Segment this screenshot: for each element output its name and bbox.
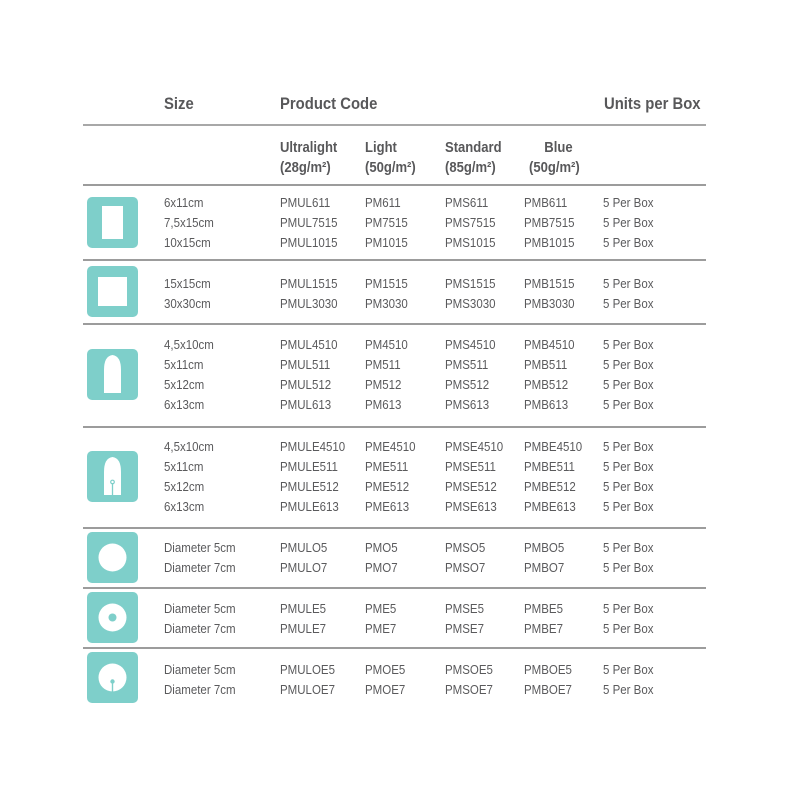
size-cell: 5x11cm (164, 460, 204, 474)
table-row (0, 663, 800, 683)
blue-code-cell: PMBO5 (524, 541, 565, 555)
size-cell: 5x12cm (164, 378, 205, 392)
subheader-ultralight-name: Ultralight (280, 140, 338, 156)
blue-code-cell: PMBE511 (524, 460, 575, 474)
blue-code-cell: PMBE512 (524, 480, 576, 494)
ultralight-code-cell: PMUL511 (280, 358, 331, 372)
size-cell: 4,5x10cm (164, 440, 214, 454)
standard-code-cell: PMS1015 (445, 236, 496, 250)
standard-code-cell: PMSE5 (445, 602, 484, 616)
light-code-cell: PM4510 (365, 338, 408, 352)
standard-code-cell: PMSE511 (445, 460, 496, 474)
light-code-cell: PME5 (365, 602, 397, 616)
size-cell: Diameter 7cm (164, 683, 236, 697)
table-row (0, 460, 800, 480)
blue-code-cell: PMB4510 (524, 338, 575, 352)
standard-code-cell: PMS511 (445, 358, 489, 372)
table-row (0, 561, 800, 581)
units-cell: 5 Per Box (603, 440, 654, 454)
standard-code-cell: PMSE7 (445, 622, 484, 636)
product-code-column-header: Product Code (280, 95, 378, 113)
light-code-cell: PMOE5 (365, 663, 406, 677)
table-row (0, 440, 800, 460)
size-cell: Diameter 7cm (164, 622, 236, 636)
subheader-ultralight (280, 138, 337, 178)
size-cell: 5x12cm (164, 480, 205, 494)
group-divider (83, 587, 706, 589)
ultralight-code-cell: PMUL611 (280, 196, 331, 210)
ultralight-code-cell: PMUL1515 (280, 277, 338, 291)
blue-code-cell: PMBOE5 (524, 663, 572, 677)
size-cell: 6x13cm (164, 398, 205, 412)
table-row (0, 277, 800, 297)
size-cell: Diameter 5cm (164, 602, 236, 616)
blue-code-cell: PMBE7 (524, 622, 563, 636)
light-code-cell: PM613 (365, 398, 402, 412)
blue-code-cell: PMBO7 (524, 561, 565, 575)
subheader-standard (445, 138, 502, 178)
size-cell: 4,5x10cm (164, 338, 214, 352)
blue-code-cell: PMB611 (524, 196, 568, 210)
size-cell: 15x15cm (164, 277, 211, 291)
blue-code-cell: PMBE613 (524, 500, 576, 514)
units-cell: 5 Per Box (603, 500, 654, 514)
ultralight-code-cell: PMULE4510 (280, 440, 346, 454)
table-row (0, 480, 800, 500)
table-row (0, 541, 800, 561)
ultralight-code-cell: PMUL4510 (280, 338, 338, 352)
table-row (0, 358, 800, 378)
ultralight-code-cell: PMULE511 (280, 460, 338, 474)
group-divider (83, 647, 706, 649)
subheader-blue-name: Blue (544, 140, 573, 156)
light-code-cell: PME7 (365, 622, 397, 636)
size-cell: Diameter 5cm (164, 663, 236, 677)
subheader-rule (83, 184, 706, 186)
subheader-standard-name: Standard (445, 140, 502, 156)
subheader-blue (529, 138, 580, 178)
blue-code-cell: PMB7515 (524, 216, 575, 230)
light-code-cell: PME512 (365, 480, 410, 494)
size-cell: 7,5x15cm (164, 216, 214, 230)
ultralight-code-cell: PMULO7 (280, 561, 328, 575)
table-row (0, 683, 800, 703)
subheader-light-weight: (50g/m²) (365, 160, 416, 176)
group-divider (83, 426, 706, 428)
units-cell: 5 Per Box (603, 216, 654, 230)
group-divider (83, 259, 706, 261)
units-cell: 5 Per Box (603, 196, 654, 210)
ultralight-code-cell: PMUL512 (280, 378, 332, 392)
ultralight-code-cell: PMULE512 (280, 480, 339, 494)
standard-code-cell: PMS611 (445, 196, 489, 210)
units-cell: 5 Per Box (603, 622, 654, 636)
light-code-cell: PMO5 (365, 541, 398, 555)
blue-code-cell: PMBOE7 (524, 683, 572, 697)
size-cell: Diameter 7cm (164, 561, 236, 575)
size-cell: 30x30cm (164, 297, 211, 311)
blue-code-cell: PMB1515 (524, 277, 575, 291)
size-cell: Diameter 5cm (164, 541, 236, 555)
units-cell: 5 Per Box (603, 480, 654, 494)
units-cell: 5 Per Box (603, 338, 654, 352)
ultralight-code-cell: PMUL3030 (280, 297, 338, 311)
units-cell: 5 Per Box (603, 460, 654, 474)
light-code-cell: PME613 (365, 500, 410, 514)
standard-code-cell: PMSO7 (445, 561, 486, 575)
standard-code-cell: PMSE613 (445, 500, 497, 514)
standard-code-cell: PMS4510 (445, 338, 496, 352)
subheader-standard-weight: (85g/m²) (445, 160, 496, 176)
light-code-cell: PM3030 (365, 297, 408, 311)
table-row (0, 622, 800, 642)
subheader-blue-weight: (50g/m²) (529, 160, 580, 176)
blue-code-cell: PMB3030 (524, 297, 575, 311)
ultralight-code-cell: PMULE5 (280, 602, 327, 616)
group-divider (83, 527, 706, 529)
table-row (0, 398, 800, 418)
units-cell: 5 Per Box (603, 358, 654, 372)
standard-code-cell: PMS1515 (445, 277, 496, 291)
units-cell: 5 Per Box (603, 683, 654, 697)
light-code-cell: PM1015 (365, 236, 408, 250)
units-cell: 5 Per Box (603, 277, 654, 291)
blue-code-cell: PMBE4510 (524, 440, 583, 454)
table-row (0, 338, 800, 358)
units-per-box-column-header: Units per Box (604, 95, 701, 113)
blue-code-cell: PMBE5 (524, 602, 563, 616)
ultralight-code-cell: PMUL613 (280, 398, 332, 412)
subheader-light (365, 138, 416, 178)
units-cell: 5 Per Box (603, 561, 654, 575)
table-row (0, 236, 800, 256)
light-code-cell: PME4510 (365, 440, 416, 454)
standard-code-cell: PMSOE7 (445, 683, 493, 697)
light-code-cell: PME511 (365, 460, 409, 474)
blue-code-cell: PMB1015 (524, 236, 575, 250)
group-divider (83, 323, 706, 325)
light-code-cell: PM511 (365, 358, 401, 372)
units-cell: 5 Per Box (603, 378, 654, 392)
light-code-cell: PM611 (365, 196, 401, 210)
blue-code-cell: PMB511 (524, 358, 568, 372)
standard-code-cell: PMS3030 (445, 297, 496, 311)
units-cell: 5 Per Box (603, 602, 654, 616)
light-code-cell: PM7515 (365, 216, 408, 230)
ultralight-code-cell: PMULE613 (280, 500, 339, 514)
size-cell: 6x13cm (164, 500, 205, 514)
table-row (0, 378, 800, 398)
light-code-cell: PM512 (365, 378, 402, 392)
ultralight-code-cell: PMULOE5 (280, 663, 335, 677)
table-row (0, 196, 800, 216)
units-cell: 5 Per Box (603, 541, 654, 555)
size-column-header: Size (164, 95, 194, 113)
ultralight-code-cell: PMULE7 (280, 622, 327, 636)
size-cell: 10x15cm (164, 236, 211, 250)
standard-code-cell: PMSE4510 (445, 440, 504, 454)
standard-code-cell: PMS613 (445, 398, 490, 412)
standard-code-cell: PMS7515 (445, 216, 496, 230)
light-code-cell: PMOE7 (365, 683, 406, 697)
ultralight-code-cell: PMUL7515 (280, 216, 338, 230)
size-cell: 6x11cm (164, 196, 204, 210)
units-cell: 5 Per Box (603, 236, 654, 250)
blue-code-cell: PMB512 (524, 378, 569, 392)
ultralight-code-cell: PMULO5 (280, 541, 328, 555)
standard-code-cell: PMSO5 (445, 541, 486, 555)
units-cell: 5 Per Box (603, 398, 654, 412)
light-code-cell: PM1515 (365, 277, 408, 291)
size-cell: 5x11cm (164, 358, 204, 372)
header-rule (83, 124, 706, 126)
units-cell: 5 Per Box (603, 297, 654, 311)
table-row (0, 297, 800, 317)
table-row (0, 216, 800, 236)
units-cell: 5 Per Box (603, 663, 654, 677)
subheader-ultralight-weight: (28g/m²) (280, 160, 331, 176)
blue-code-cell: PMB613 (524, 398, 569, 412)
light-code-cell: PMO7 (365, 561, 398, 575)
standard-code-cell: PMS512 (445, 378, 490, 392)
standard-code-cell: PMSE512 (445, 480, 497, 494)
table-row (0, 500, 800, 520)
ultralight-code-cell: PMULOE7 (280, 683, 335, 697)
standard-code-cell: PMSOE5 (445, 663, 493, 677)
table-row (0, 602, 800, 622)
ultralight-code-cell: PMUL1015 (280, 236, 338, 250)
subheader-light-name: Light (365, 140, 397, 156)
